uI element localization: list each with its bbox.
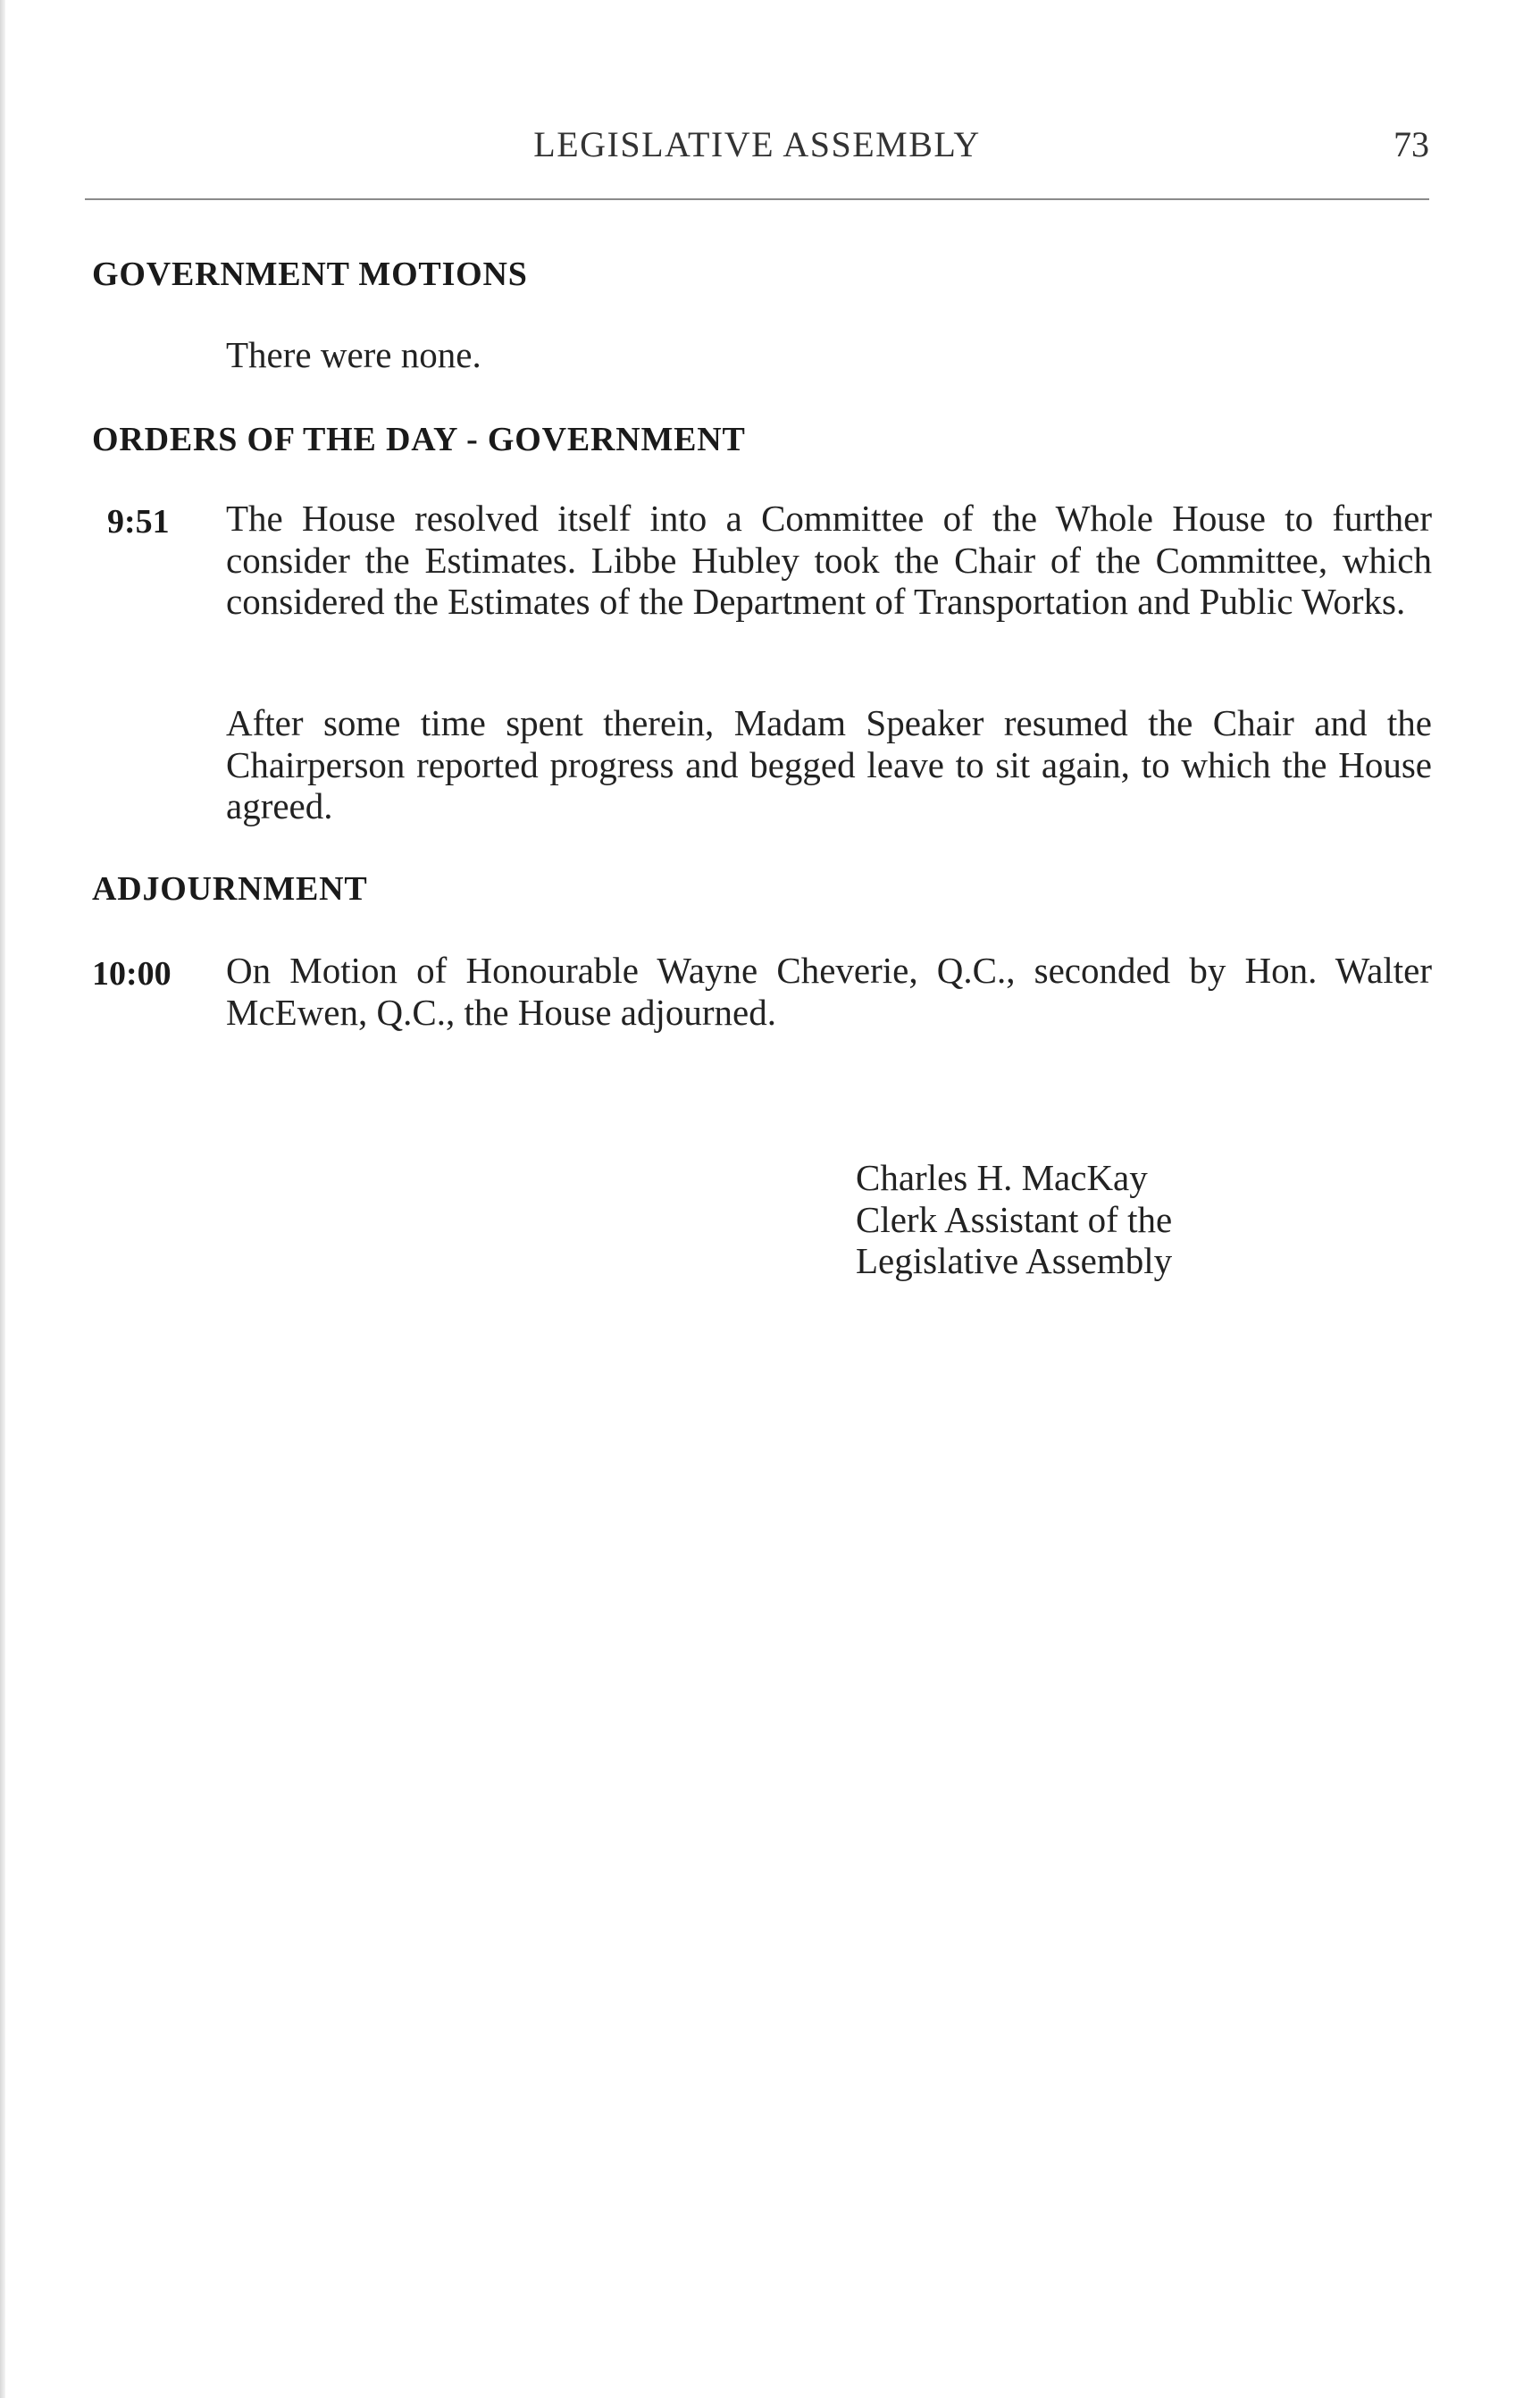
running-header-title: LEGISLATIVE ASSEMBLY	[533, 124, 981, 164]
heading-adjournment: ADJOURNMENT	[92, 870, 368, 908]
signature-block	[856, 1157, 1172, 1282]
signature-title-line-1: Clerk Assistant of the	[856, 1198, 1173, 1240]
page-number: 73	[1394, 124, 1429, 164]
time-stamp-10-00: 10:00	[92, 955, 172, 993]
time-stamp-9-51: 9:51	[107, 503, 170, 541]
orders-paragraph-1: The House resolved itself into a Committee of the Whole House to further consider the Estimates. Libbe Hubley took the Chair of the Committee, which considered the Estimates of the Department of Transportation and Public Works.	[226, 498, 1432, 622]
running-header	[85, 123, 1429, 177]
government-motions-text: There were none.	[226, 334, 481, 375]
adjournment-paragraph: On Motion of Honourable Wayne Cheverie, Q.C., seconded by Hon. Walter McEwen, Q.C., the House adjourned.	[226, 950, 1432, 1033]
page-edge-shadow	[0, 0, 5, 2398]
header-rule	[85, 198, 1429, 200]
heading-orders-of-the-day: ORDERS OF THE DAY - GOVERNMENT	[92, 421, 746, 458]
signature-name: Charles H. MacKay	[856, 1157, 1148, 1198]
signature-title-line-2: Legislative Assembly	[856, 1240, 1173, 1281]
orders-paragraph-2: After some time spent therein, Madam Speaker resumed the Chair and the Chairperson reported progress and begged leave to sit again, to which the House agreed.	[226, 702, 1432, 826]
heading-government-motions: GOVERNMENT MOTIONS	[92, 256, 528, 293]
